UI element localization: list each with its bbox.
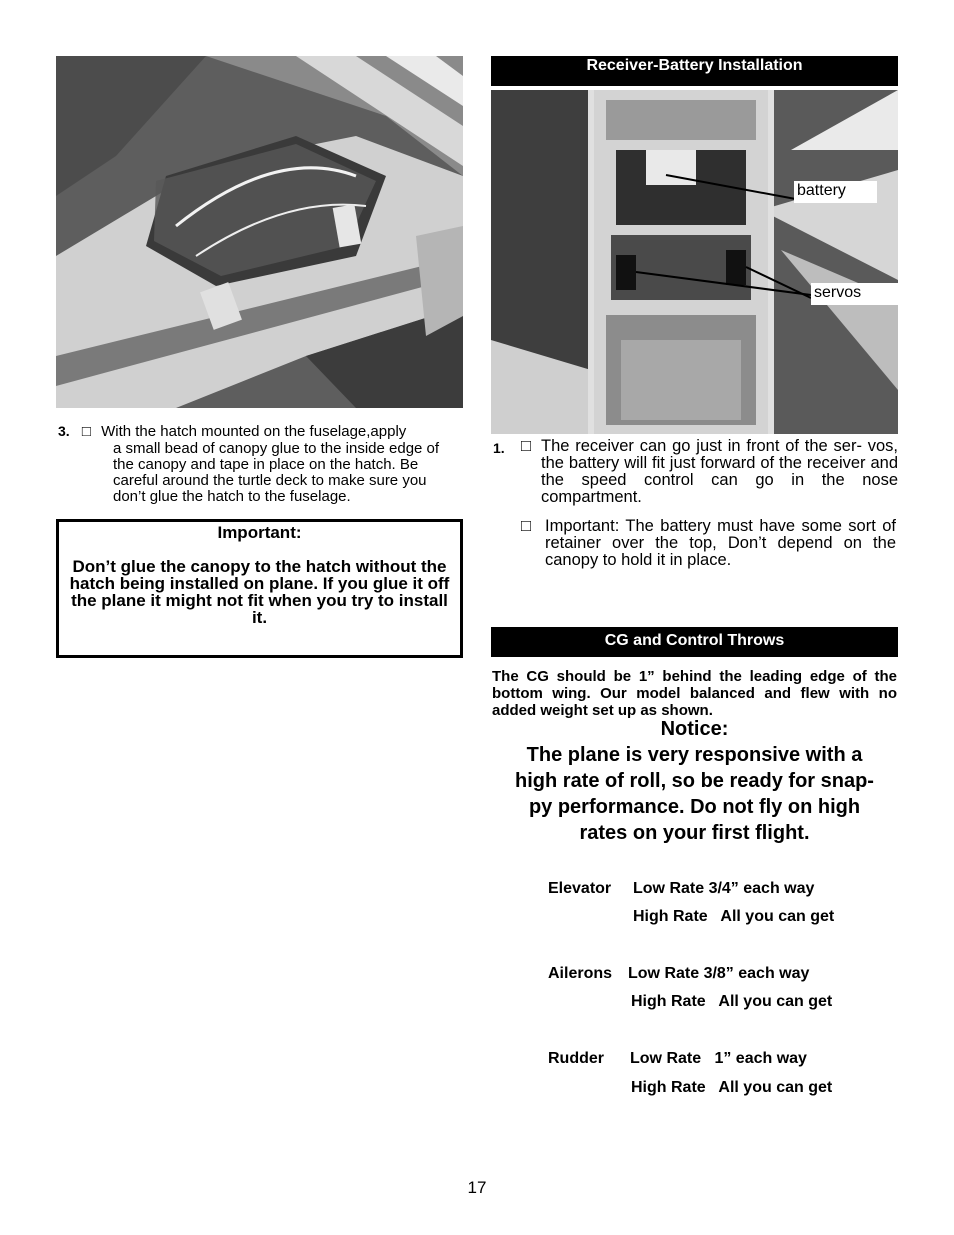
ailerons-high-rate: High Rate All you can get (631, 993, 833, 1010)
elevator-label: Elevator (548, 880, 612, 897)
battery-label: battery (794, 181, 877, 203)
servos-label: servos (811, 283, 898, 305)
notice-line: py performance. Do not fly on high (528, 796, 861, 818)
fuselage-interior-photo (491, 90, 898, 434)
step-checkbox[interactable]: □ (521, 437, 531, 455)
important-note-text: Important: The battery must have some sort of retainer over the top, Don’t depend on the canopy to hold it in place. (545, 517, 896, 569)
step-text-first-line: With the hatch mounted on the fuselage,apply (101, 423, 407, 440)
step-checkbox[interactable]: □ (81, 423, 91, 440)
rudder-high-rate: High Rate All you can get (631, 1079, 833, 1096)
important-body: Don’t glue the canopy to the hatch without the hatch being installed on plane. If you glue it off the plane it might not fit when you try to install it. (69, 557, 450, 627)
notice-text (491, 742, 898, 846)
section-header-receiver: Receiver-Battery Installation (491, 56, 898, 86)
notice-title: Notice: (660, 718, 729, 740)
elevator-low-rate: Low Rate 3/4” each way (633, 880, 815, 897)
notice-line: The plane is very responsive with a (526, 744, 863, 766)
step-text: The receiver can go just in front of the ser- vos, the battery will fit just forward of the receiver and the speed control can go in the nose compartment. (541, 437, 898, 506)
note-checkbox[interactable]: □ (521, 517, 531, 535)
page-number: 17 (467, 1178, 487, 1197)
notice-line: rates on your first flight. (579, 822, 810, 844)
notice-line: high rate of roll, so be ready for snap- (515, 770, 874, 792)
step-text: a small bead of canopy glue to the inside edge of the canopy and tape in place on the hatch. Be careful around the turtle deck to make sure you don’t glue the hatch to the fuselage. (113, 440, 440, 505)
ailerons-label: Ailerons (548, 965, 613, 982)
cg-text: The CG should be 1” behind the leading edge of the bottom wing. Our model balanced and flew with no added weight set up as shown. (492, 668, 897, 719)
rudder-low-rate: Low Rate 1” each way (630, 1050, 807, 1067)
important-box (56, 519, 463, 658)
canopy-photo (56, 56, 463, 408)
ailerons-low-rate: Low Rate 3/8” each way (628, 965, 810, 982)
step-number: 3. (58, 423, 70, 439)
step-number: 1. (493, 440, 505, 456)
rudder-label: Rudder (548, 1050, 604, 1067)
elevator-high-rate: High Rate All you can get (633, 908, 835, 925)
important-title: Important: (217, 523, 302, 542)
section-header-cg: CG and Control Throws (491, 627, 898, 657)
